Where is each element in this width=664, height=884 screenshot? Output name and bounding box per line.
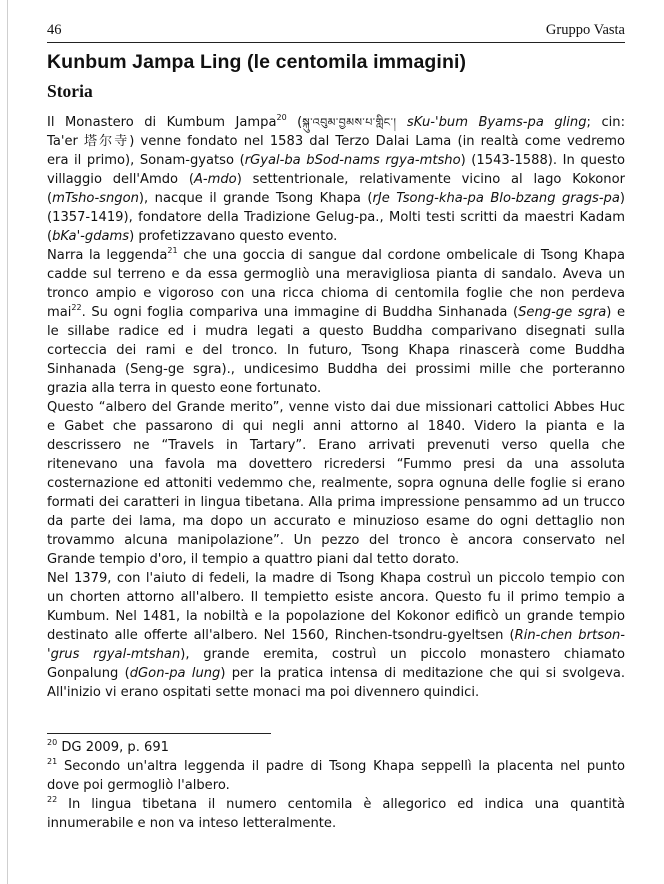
paragraph-1 xyxy=(47,113,625,246)
text-line: Ta'er 塔尔寺) venne fondato nel 1583 dal Terzo Dalai Lama (in realtà come vedremo xyxy=(47,134,625,149)
italic-term: mTsho-sngon xyxy=(52,191,139,206)
footnote-separator xyxy=(47,733,271,734)
text-line: dove poi germogliò l'albero. xyxy=(47,778,230,793)
text-line xyxy=(47,645,625,664)
page-edge xyxy=(7,0,8,884)
text-run: ; cin: xyxy=(586,115,625,130)
text-line: tronco ampio e vigoroso con una ricca chioma di centomila foglie che non perdeva xyxy=(47,286,625,301)
footnote-number: 22 xyxy=(47,795,58,804)
text-line: innumerabile e non va inteso letteralmente. xyxy=(47,816,337,831)
footnote-ref-21[interactable]: 21 xyxy=(167,246,178,255)
italic-term: rJe Tsong-kha-pa Blo-bzang grags-pa xyxy=(372,191,620,206)
text-run: DG 2009, p. 691 xyxy=(57,740,170,755)
section-heading: Storia xyxy=(47,81,93,101)
text-line: da parte dei lama, ma dopo un accurato e minuzioso esame do ogni dettaglio non xyxy=(47,514,625,529)
chapter-title: Kunbum Jampa Ling (le centomila immagini) xyxy=(47,51,467,73)
text-line: grazia alla terra in questo eone fortunato. xyxy=(47,381,322,396)
page-number: 46 xyxy=(47,22,62,38)
body-text xyxy=(47,113,625,702)
text-line: (1357-1419), fondatore della Tradizione Gelug-pa., Molti testi scritti da maestri Kadam xyxy=(47,210,625,225)
text-line: Grande tempio d'oro, il tempio a quattro piani dal tetto dorato. xyxy=(47,552,460,567)
footnote-20 xyxy=(47,738,625,757)
italic-term: 'grus rgyal-mtshan xyxy=(47,647,181,662)
text-line xyxy=(47,303,625,322)
paragraph-2 xyxy=(47,246,625,398)
text-run: ( xyxy=(47,229,53,244)
text-run: ), grande eremita, costruì un piccolo monastero chiamato xyxy=(180,647,625,662)
tibetan-script: སྐུ་འབུམ་བྱམས་པ་གླིང་། xyxy=(302,116,397,129)
text-line xyxy=(47,757,625,776)
text-run: destinato alle offerte all'albero. Nel 1560, Rinchen-tsondru-gyeltsen ( xyxy=(47,628,515,643)
text-line: Sinhanada (Seng-ge sgra)., undicesimo Buddha dei prossimi mille che porteranno xyxy=(47,362,625,377)
text-run: villaggio dell'Amdo ( xyxy=(47,172,194,187)
text-line: ritenevano una favola ma dovettero ricredersi “Fummo presi da una assoluta xyxy=(47,457,625,472)
text-line xyxy=(47,738,625,757)
text-line: Kumbum. Nel 1481, la nobiltà e la popolazione del Kokonor edificò un grande tempio xyxy=(47,609,625,624)
running-title: Gruppo Vasta xyxy=(545,22,625,38)
text-line: Questo “albero del Grande merito”, venne visto dai due missionari cattolici Abbes Huc xyxy=(47,400,625,415)
text-line: Nel 1379, con l'aiuto di fedeli, la madre di Tsong Khapa costruì un piccolo tempio con xyxy=(47,571,625,586)
text-line xyxy=(47,151,625,170)
text-line: formati dei caratteri in lingua tibetana. Alla prima impressione pensammo ad un trucco xyxy=(47,495,625,510)
text-run: era il primo), Sonam-gyatso ( xyxy=(47,153,245,168)
text-run: Gonpalung ( xyxy=(47,666,130,681)
text-run: Secondo un'altra leggenda il padre di Tsong Khapa seppellì la placenta nel punto xyxy=(57,759,625,774)
text-run: ( xyxy=(47,191,53,206)
text-line xyxy=(47,189,625,208)
text-line: trovammo alcuna manipolazione”. Un pezzo del tronco è ancora conservato nel xyxy=(47,533,625,548)
text-run: . Su ogni foglia compariva una immagine di Buddha Sinhanada ( xyxy=(81,305,519,320)
text-line: corteccia dei rami e del tronco. In futuro, Tsong Khapa rinascerà come Buddha xyxy=(47,343,625,358)
text-run: Narra la leggenda xyxy=(47,248,168,263)
footnote-21 xyxy=(47,757,625,795)
text-line xyxy=(47,246,625,265)
text-line: descrissero ne “Travels in Tartary”. Erano arrivati prevenuti verso quella che xyxy=(47,438,625,453)
text-line: le sillabe radice ed i mudra legati a questo Buddha comparivano disegnati sulla xyxy=(47,324,625,339)
text-run: ) (1543-1588). In questo xyxy=(460,153,625,168)
italic-term: Seng-ge sgra xyxy=(518,305,607,320)
text-run: ) settentrionale, relativamente vicino al lago Kokonor xyxy=(236,172,626,187)
italic-term: Rin-chen brtson- xyxy=(514,628,625,643)
text-run: ), nacque il grande Tsong Khapa ( xyxy=(138,191,373,206)
text-run: Il Monastero di Kumbum Jampa xyxy=(47,115,277,130)
page-header xyxy=(47,22,625,43)
italic-term: rGyal-ba bSod-nams rgya-mtsho xyxy=(244,153,461,168)
footnote-number: 20 xyxy=(47,738,58,747)
text-run: mai xyxy=(47,305,72,320)
italic-term: sKu-'bum Byams-pa gling xyxy=(406,115,587,130)
text-line xyxy=(47,113,625,132)
text-run: ( xyxy=(286,115,303,130)
text-run: che una goccia di sangue dal cordone ombelicale di Tsong Khapa xyxy=(177,248,626,263)
italic-term: bKa'-gdams xyxy=(52,229,130,244)
text-line: costernazione ed attoniti vedemmo che, realmente, sopra ognuna delle foglie si erano xyxy=(47,476,625,491)
text-line xyxy=(47,664,625,683)
text-line xyxy=(47,626,625,645)
text-run: ) profetizzavano questo evento. xyxy=(129,229,338,244)
text-run: ) per la pratica intensa di meditazione che qui si svolgeva. xyxy=(220,666,625,681)
text-line: All'inizio vi erano ospitati sette monaci ma poi divennero quindici. xyxy=(47,685,480,700)
text-line: cadde sul terreno e da essa germogliò una meravigliosa pianta di sandalo. Aveva un xyxy=(47,267,625,282)
text-line xyxy=(47,795,625,814)
text-run xyxy=(396,115,407,130)
italic-term: A-mdo xyxy=(193,172,237,187)
text-line xyxy=(47,170,625,189)
paragraph-4 xyxy=(47,569,625,702)
text-run: In lingua tibetana il numero centomila è allegorico ed indica una quantità xyxy=(57,797,625,812)
footnote-ref-22[interactable]: 22 xyxy=(71,303,82,312)
paragraph-3 xyxy=(47,398,625,569)
text-run: ) xyxy=(619,191,625,206)
text-line: un chorten attorno all'albero. Il tempietto esiste ancora. Questo fu il primo tempio a xyxy=(47,590,625,605)
italic-term: dGon-pa lung xyxy=(129,666,221,681)
footnote-ref-20[interactable]: 20 xyxy=(276,113,287,122)
footnote-22 xyxy=(47,795,625,833)
text-line xyxy=(47,227,625,246)
text-run: ) e xyxy=(606,305,625,320)
footnotes xyxy=(47,738,625,833)
footnote-number: 21 xyxy=(47,757,58,766)
text-line: e Gabet che passarono di qui negli anni attorno al 1840. Videro la pianta e la xyxy=(47,419,625,434)
